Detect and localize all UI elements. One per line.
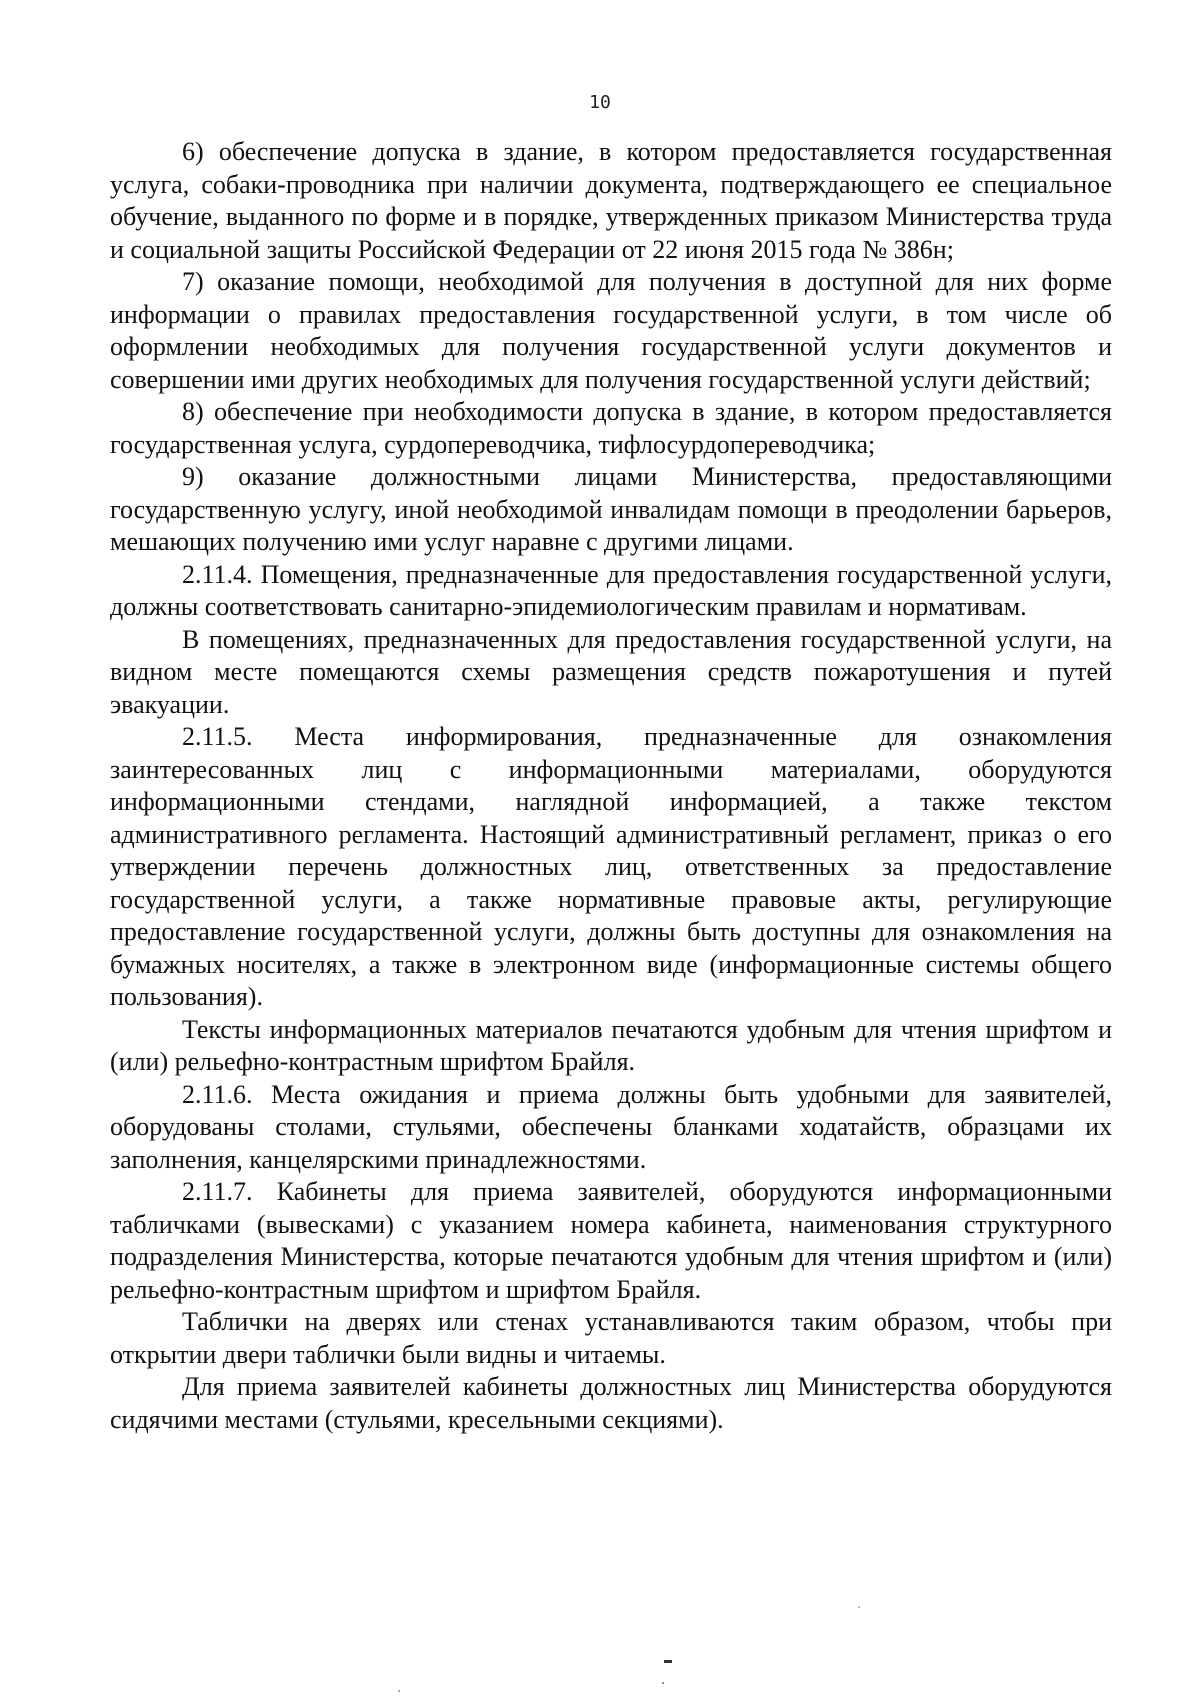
paragraph-item-9: 9) оказание должностными лицами Министерства, предоставляющими государственную услугу, иной необходимой инвалидам помощи в преодолении барьеров, мешающих получению ими услуг наравне с другими лицами. [110, 462, 1112, 556]
scan-speck [858, 1606, 860, 1608]
scan-speck [664, 1660, 672, 1663]
paragraph-section-2-11-5: 2.11.5. Места информирования, предназначенные для ознакомления заинтересованных лиц с информационными материалами, оборудуются информационными стендами, наглядной информацией, а также текстом административного регламента. Настоящий административный регламент, приказ о его утверждении перечень должностных лиц, ответственных за предоставление государственной услуги, а также нормативные правовые акты, регулирующие предоставление государственной услуги, должны быть доступны для ознакомления на бумажных носителях, а также в электронном виде (информационные системы общего пользования). [110, 722, 1112, 1011]
paragraph-item-6: 6) обеспечение допуска в здание, в котором предоставляется государственная услуга, собаки-проводника при наличии документа, подтверждающего ее специальное обучение, выданного по форме и в порядке, утвержденных приказом Министерства труда и социальной защиты Российской Федерации от 22 июня 2015 года № 386н; [110, 137, 1112, 264]
paragraph-section-2-11-7: 2.11.7. Кабинеты для приема заявителей, оборудуются информационными табличками (вывесками) с указанием номера кабинета, наименования структурного подразделения Министерства, которые печатаются удобным для чтения шрифтом и (или) рельефно-контрастным шрифтом и шрифтом Брайля. [110, 1177, 1112, 1304]
paragraph-section-2-11-6: 2.11.6. Места ожидания и приема должны быть удобными для заявителей, оборудованы столами, стульями, обеспечены бланками ходатайств, образцами их заполнения, канцелярскими принадлежностями. [110, 1079, 1112, 1174]
paragraph-section-2-11-4: 2.11.4. Помещения, предназначенные для предоставления государственной услуги, должны соответствовать санитарно-эпидемиологическим правилам и нормативам. [110, 559, 1112, 621]
paragraph-item-7: 7) оказание помощи, необходимой для получения в доступной для них форме информации о правилах предоставления государственной услуги, в том числе об оформлении необходимых для получения государственной услуги документов и совершении ими других необходимых для получения государственной услуги действий; [110, 267, 1112, 394]
document-body [110, 136, 1112, 1436]
paragraph-item-8: 8) обеспечение при необходимости допуска в здание, в котором предоставляется государственная услуга, сурдопереводчика, тифлосурдопереводчика; [110, 397, 1112, 459]
paragraph-braille-texts: Тексты информационных материалов печатаются удобным для чтения шрифтом и (или) рельефно-контрастным шрифтом Брайля. [110, 1014, 1112, 1076]
page-number: 10 [589, 92, 611, 113]
scan-speck [662, 1682, 664, 1684]
scan-speck [398, 1690, 400, 1692]
paragraph-evacuation-schemes: В помещениях, предназначенных для предоставления государственной услуги, на видном месте помещаются схемы размещения средств пожаротушения и путей эвакуации. [110, 624, 1112, 719]
paragraph-seating: Для приема заявителей кабинеты должностных лиц Министерства оборудуются сидячими местами (стульями, кресельными секциями). [110, 1372, 1112, 1434]
paragraph-door-signs: Таблички на дверях или стенах устанавливаются таким образом, чтобы при открытии двери таблички были видны и читаемы. [110, 1307, 1112, 1369]
